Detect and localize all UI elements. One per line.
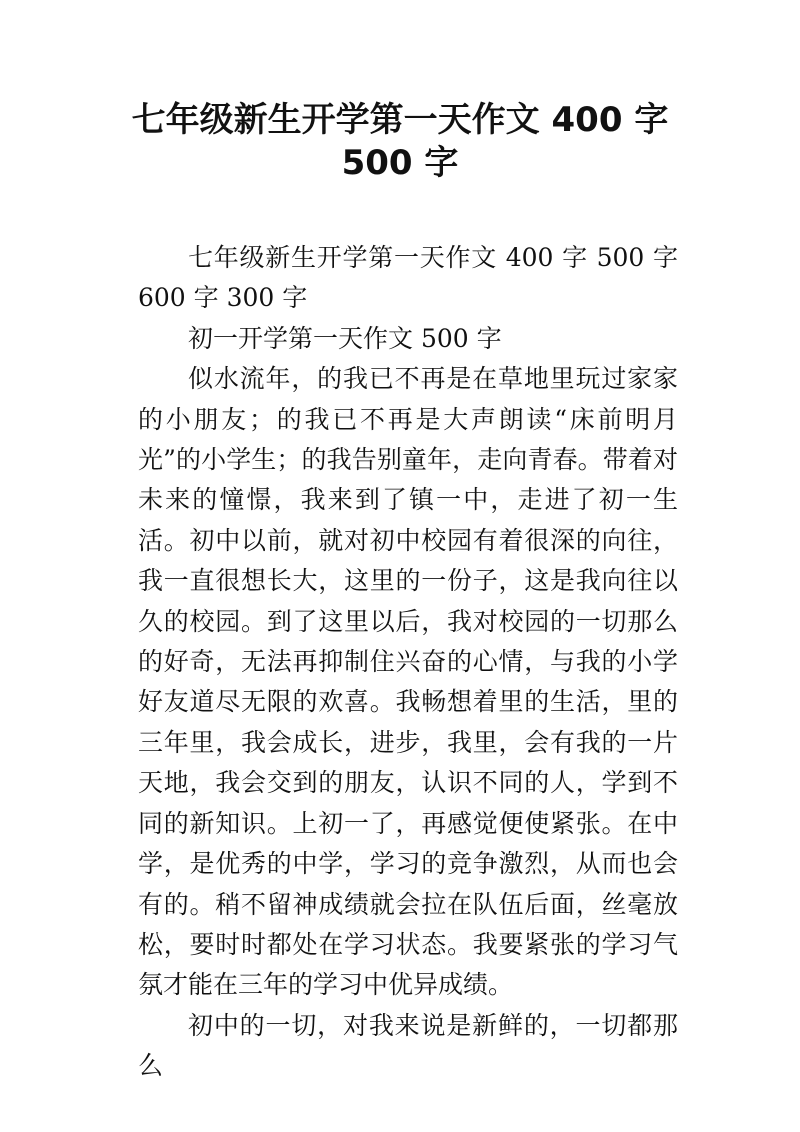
paragraph-heading: 初一开学第一天作文 500 字 [188,323,502,353]
paragraph-continued: 初中的一切，对我来说是新鲜的，一切都那么 [138,1010,678,1081]
document-title-line-1: 七年级新生开学第一天作文 400 字 [131,100,669,140]
paragraph-main: 似水流年，的我已不再是在草地里玩过家家的小朋友；的我已不再是大声朗读“床前明月光”的小学生；的我告别童年，走向青春。带着对未来的憧憬，我来到了镇一中，走进了初一生活。初中以前，就对初中校园有着很深的向往，我一直很想长大，这里的一份子，这是我向往以久的校园。到了这里以后，我对校园的一切那么的好奇，无法再抑制住兴奋的心情，与我的小学好友道尽无限的欢喜。我畅想着里的生活，里的三年里，我会成长，进步，我里，会有我的一片天地，我会交到的朋友，认识不同的人，学到不同的新知识。上初一了，再感觉便使紧张。在中学，是优秀的中学，学习的竞争激烈，从而也会有的。稍不留神成绩就会拉在队伍后面，丝毫放松，要时时都处在学习状态。我要紧张的学习气氛才能在三年的学习中优异成绩。 [138,364,678,1000]
paragraph-subtitle: 七年级新生开学第一天作文 400 字 500 字 600 字 300 字 [138,243,678,313]
document-body [138,238,678,1087]
document-title-line-2: 500 字 [341,143,459,183]
